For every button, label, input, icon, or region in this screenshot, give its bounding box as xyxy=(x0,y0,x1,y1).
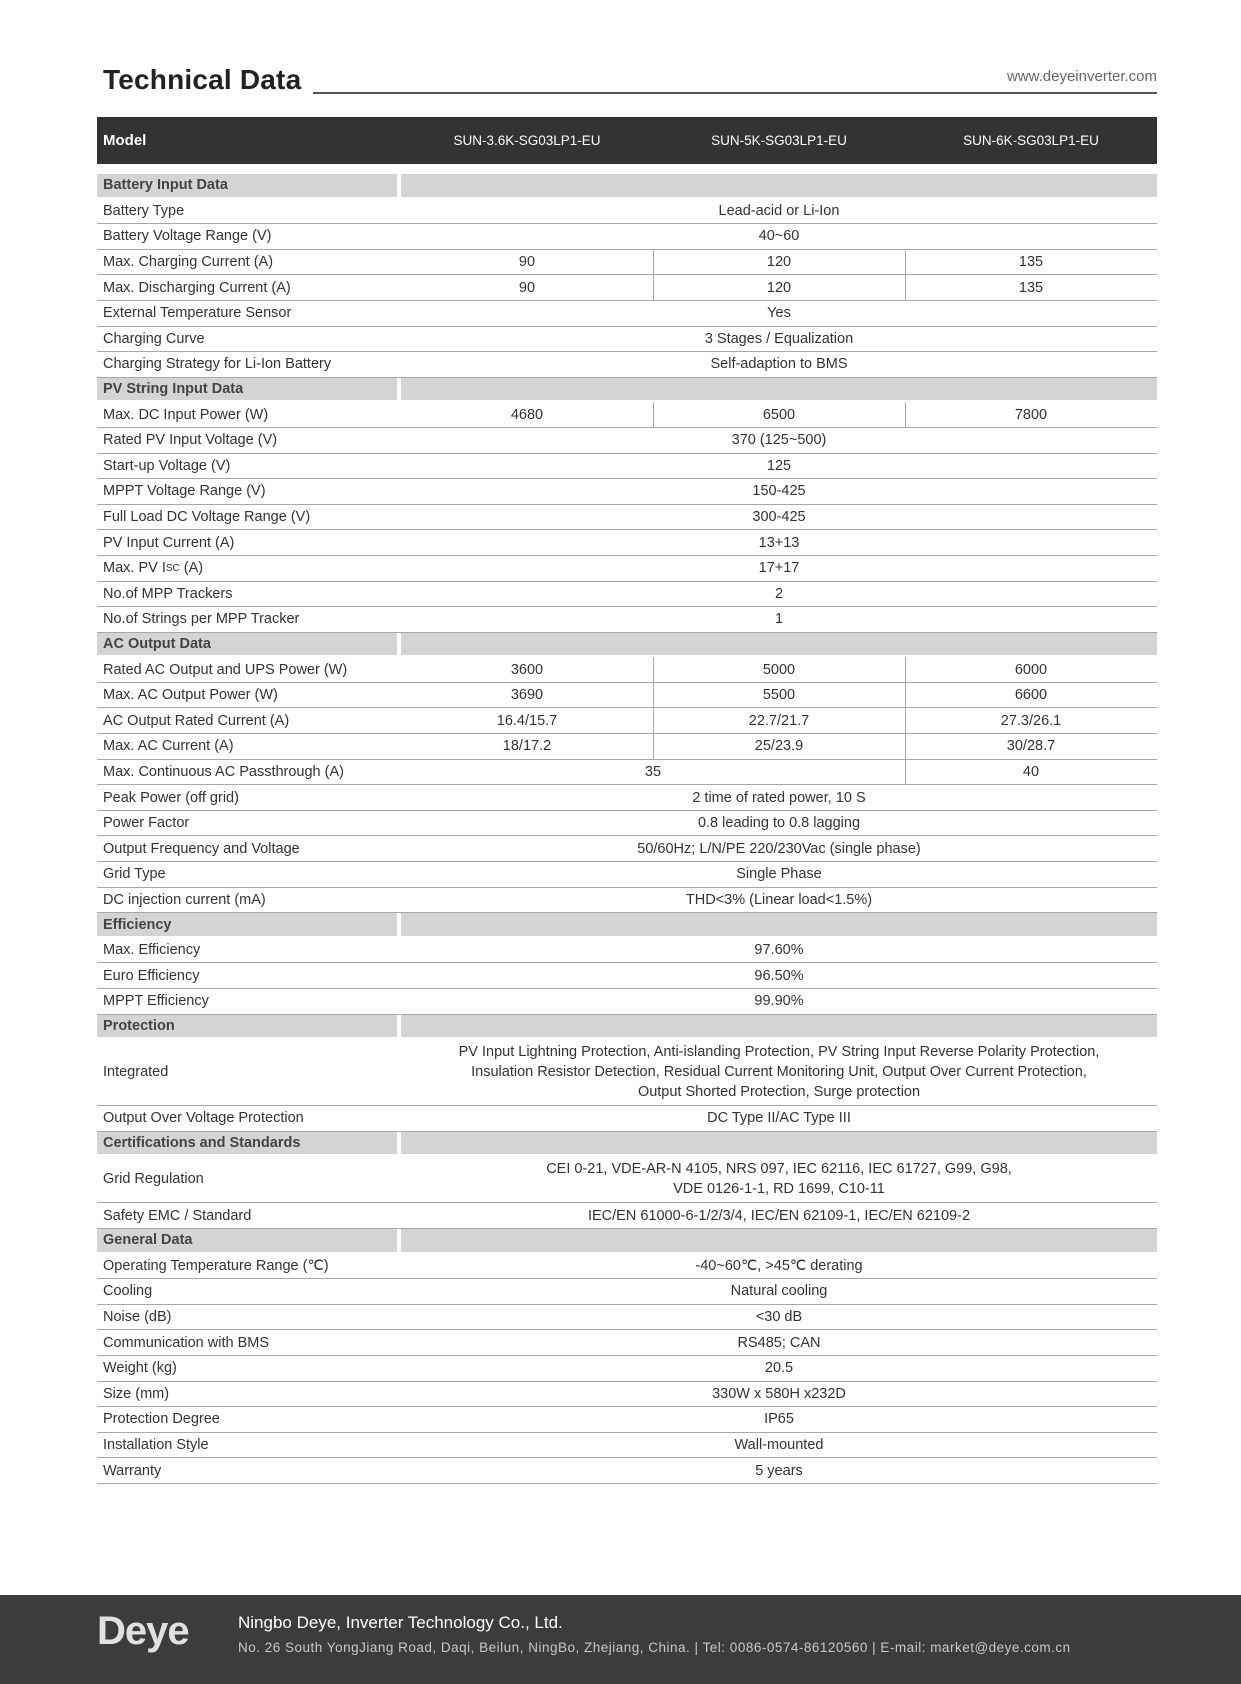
spec-row xyxy=(97,352,1157,378)
spec-row xyxy=(97,224,1157,250)
model-name-2: SUN-5K-SG03LP1-EU xyxy=(711,133,847,148)
section-fill xyxy=(401,174,1157,197)
section-header xyxy=(97,633,1157,658)
spec-label: Max. AC Current (A) xyxy=(103,738,234,755)
company-name: Ningbo Deye, Inverter Technology Co., Ltd. xyxy=(238,1613,563,1632)
spec-row xyxy=(97,275,1157,301)
spec-value: 150-425 xyxy=(752,483,806,500)
model-name-1: SUN-3.6K-SG03LP1-EU xyxy=(453,133,601,148)
section-title: AC Output Data xyxy=(97,633,397,656)
spec-label: Full Load DC Voltage Range (V) xyxy=(103,509,311,526)
spec-row xyxy=(97,1106,1157,1132)
spec-label: Battery Voltage Range (V) xyxy=(103,228,272,245)
spec-label: Warranty xyxy=(103,1462,162,1479)
spec-label: Integrated xyxy=(103,1064,169,1081)
spec-label: Size (mm) xyxy=(103,1385,170,1402)
column-divider xyxy=(653,250,654,276)
spec-row xyxy=(97,1279,1157,1305)
spec-row xyxy=(97,862,1157,888)
spec-value: DC Type II/AC Type III xyxy=(707,1110,851,1127)
spec-value: 0.8 leading to 0.8 lagging xyxy=(697,815,861,832)
spec-label: Charging Curve xyxy=(103,330,205,347)
spec-row xyxy=(97,1330,1157,1356)
page-header xyxy=(103,62,1157,96)
column-divider xyxy=(653,657,654,683)
section-header xyxy=(97,1229,1157,1254)
spec-value-line: Output Shorted Protection, Surge protection xyxy=(637,1084,921,1101)
spec-label: Grid Regulation xyxy=(103,1171,204,1188)
spec-value-model-2: 120 xyxy=(766,254,792,271)
title-underline xyxy=(313,92,1157,94)
spec-label: Euro Efficiency xyxy=(103,967,200,984)
section-fill xyxy=(401,1132,1157,1155)
spec-row xyxy=(97,530,1157,556)
spec-label: MPPT Voltage Range (V) xyxy=(103,483,266,500)
column-divider xyxy=(905,275,906,301)
spec-value-line: CEI 0-21, VDE-AR-N 4105, NRS 097, IEC 62116, IEC 61727, G99, G98, xyxy=(546,1161,1012,1178)
section-fill xyxy=(401,1229,1157,1252)
spec-value: 99.90% xyxy=(754,993,804,1010)
spec-label: Max. Discharging Current (A) xyxy=(103,279,291,296)
spec-label: Output Over Voltage Protection xyxy=(103,1110,304,1127)
spec-value-model-1: 3690 xyxy=(510,687,544,704)
spec-value-model-1: 4680 xyxy=(510,406,544,423)
spec-label-text: Max. PV I xyxy=(103,560,166,577)
spec-value-model-3: 27.3/26.1 xyxy=(1000,712,1062,729)
spec-row xyxy=(97,989,1157,1015)
column-divider xyxy=(905,734,906,760)
section-header xyxy=(97,378,1157,403)
spec-value-model-3: 40 xyxy=(1022,763,1040,780)
spec-value: Natural cooling xyxy=(730,1283,828,1300)
spec-value: 2 time of rated power, 10 S xyxy=(692,789,866,806)
spec-label: Charging Strategy for Li-Ion Battery xyxy=(103,356,332,373)
spec-row xyxy=(97,454,1157,480)
spec-value-model-1: 16.4/15.7 xyxy=(496,712,558,729)
spec-row xyxy=(97,1039,1157,1106)
spec-value: 2 xyxy=(774,585,784,602)
spec-label: PV Input Current (A) xyxy=(103,534,235,551)
section-fill xyxy=(401,913,1157,936)
spec-label: AC Output Rated Current (A) xyxy=(103,712,290,729)
spec-label: No.of Strings per MPP Tracker xyxy=(103,611,300,628)
deye-logo: Deye xyxy=(97,1609,189,1653)
spec-value: 17+17 xyxy=(758,560,800,577)
spec-label: Start-up Voltage (V) xyxy=(103,457,231,474)
spec-row xyxy=(97,683,1157,709)
spec-label: Rated PV Input Voltage (V) xyxy=(103,432,278,449)
spec-label-subscript: SC xyxy=(165,562,180,574)
column-divider xyxy=(905,250,906,276)
spec-value: 300-425 xyxy=(752,509,806,526)
spec-row xyxy=(97,1254,1157,1280)
spec-value xyxy=(401,1156,1157,1202)
spec-value: 96.50% xyxy=(754,967,804,984)
spec-value: 125 xyxy=(766,457,792,474)
spec-value: IEC/EN 61000-6-1/2/3/4, IEC/EN 62109-1, IEC/EN 62109-2 xyxy=(587,1207,971,1224)
model-name-3: SUN-6K-SG03LP1-EU xyxy=(963,133,1099,148)
spec-row xyxy=(97,785,1157,811)
spec-value: 370 (125~500) xyxy=(731,432,827,449)
spec-value: Yes xyxy=(767,305,791,322)
spec-label: Communication with BMS xyxy=(103,1334,269,1351)
spec-label: Weight (kg) xyxy=(103,1360,177,1377)
spec-label: MPPT Efficiency xyxy=(103,993,209,1010)
spec-row xyxy=(97,402,1157,428)
column-divider xyxy=(653,734,654,760)
spec-label: Output Frequency and Voltage xyxy=(103,840,300,857)
spec-value: THD<3% (Linear load<1.5%) xyxy=(685,891,873,908)
section-title: PV String Input Data xyxy=(97,378,397,401)
spec-value-model-2: 5000 xyxy=(762,661,796,678)
spec-value-models-1-2: 35 xyxy=(644,763,662,780)
spec-value-line: PV Input Lightning Protection, Anti-islanding Protection, PV String Input Reverse Polarity Protection, xyxy=(458,1044,1100,1061)
spec-value-model-2: 22.7/21.7 xyxy=(748,712,810,729)
section-title: Battery Input Data xyxy=(97,174,397,197)
website-link[interactable]: www.deyeinverter.com xyxy=(1006,68,1157,85)
spec-row xyxy=(97,607,1157,633)
column-divider xyxy=(653,683,654,709)
spec-value-model-1: 3600 xyxy=(510,661,544,678)
spec-value: 40~60 xyxy=(758,228,800,245)
spec-row xyxy=(97,760,1157,786)
spec-label: Max. Continuous AC Passthrough (A) xyxy=(103,763,344,780)
spec-label: Max. AC Output Power (W) xyxy=(103,687,278,704)
section-title: Efficiency xyxy=(97,913,397,936)
spec-row xyxy=(97,327,1157,353)
spec-row xyxy=(97,811,1157,837)
column-divider xyxy=(905,760,906,786)
spec-row xyxy=(97,888,1157,914)
section-fill xyxy=(401,378,1157,401)
spec-row xyxy=(97,657,1157,683)
spec-label: Installation Style xyxy=(103,1437,209,1454)
spec-label: Max. DC Input Power (W) xyxy=(103,406,269,423)
column-divider xyxy=(905,402,906,428)
spec-label: Protection Degree xyxy=(103,1411,220,1428)
spec-label: Noise (dB) xyxy=(103,1309,172,1326)
column-divider xyxy=(905,683,906,709)
spec-row xyxy=(97,479,1157,505)
spec-row xyxy=(97,301,1157,327)
spec-value: IP65 xyxy=(764,1411,794,1428)
spec-label: DC injection current (mA) xyxy=(103,891,266,908)
spec-value-model-3: 135 xyxy=(1018,279,1044,296)
spec-label: Rated AC Output and UPS Power (W) xyxy=(103,661,348,678)
spec-row xyxy=(97,1382,1157,1408)
spec-value: 5 years xyxy=(755,1462,803,1479)
spec-label xyxy=(103,556,203,581)
spec-value-model-3: 7800 xyxy=(1014,406,1048,423)
model-header-row xyxy=(97,117,1157,164)
spec-value: 97.60% xyxy=(754,942,804,959)
spec-value: Self-adaption to BMS xyxy=(710,356,848,373)
model-label: Model xyxy=(103,132,147,149)
column-divider xyxy=(653,402,654,428)
spec-value-model-3: 30/28.7 xyxy=(1006,738,1056,755)
spec-row xyxy=(97,938,1157,964)
spec-row xyxy=(97,1458,1157,1484)
section-title: Certifications and Standards xyxy=(97,1132,397,1155)
spec-value-model-3: 6600 xyxy=(1014,687,1048,704)
spec-value-model-2: 5500 xyxy=(762,687,796,704)
spec-row xyxy=(97,1203,1157,1229)
spec-value-line: VDE 0126-1-1, RD 1699, C10-11 xyxy=(673,1181,885,1198)
spec-value: 1 xyxy=(774,611,784,628)
spec-row xyxy=(97,734,1157,760)
spec-value xyxy=(401,1039,1157,1105)
section-fill xyxy=(401,633,1157,656)
spec-value-model-2: 25/23.9 xyxy=(754,738,804,755)
spec-label: Cooling xyxy=(103,1283,153,1300)
footer xyxy=(0,1595,1241,1684)
spec-value-model-2: 6500 xyxy=(762,406,796,423)
spec-value: -40~60℃, >45℃ derating xyxy=(695,1257,863,1274)
column-divider xyxy=(653,275,654,301)
spec-value-model-3: 135 xyxy=(1018,254,1044,271)
section-title: Protection xyxy=(97,1015,397,1038)
spec-label-suffix: (A) xyxy=(179,560,204,577)
spec-label: No.of MPP Trackers xyxy=(103,585,233,602)
spec-label: Safety EMC / Standard xyxy=(103,1207,252,1224)
page-title: Technical Data xyxy=(103,64,302,95)
spec-row xyxy=(97,250,1157,276)
spec-row xyxy=(97,428,1157,454)
spec-value: 330W x 580H x232D xyxy=(712,1385,846,1402)
spec-value: 50/60Hz; L/N/PE 220/230Vac (single phase) xyxy=(637,840,921,857)
spec-table xyxy=(97,174,1157,1484)
spec-row xyxy=(97,1156,1157,1203)
section-fill xyxy=(401,1015,1157,1038)
spec-value: 20.5 xyxy=(764,1360,794,1377)
spec-value: 13+13 xyxy=(758,534,800,551)
spec-row xyxy=(97,1433,1157,1459)
spec-label: Peak Power (off grid) xyxy=(103,789,239,806)
spec-value: RS485; CAN xyxy=(737,1334,821,1351)
spec-label: Grid Type xyxy=(103,866,166,883)
spec-value-model-1: 90 xyxy=(518,254,536,271)
spec-value: <30 dB xyxy=(755,1309,803,1326)
spec-value-line: Insulation Resistor Detection, Residual Current Monitoring Unit, Output Over Current Protection, xyxy=(471,1064,1087,1081)
spec-label: Max. Charging Current (A) xyxy=(103,254,274,271)
spec-label: Operating Temperature Range (℃) xyxy=(103,1257,329,1274)
spec-row xyxy=(97,505,1157,531)
spec-label: Power Factor xyxy=(103,815,190,832)
spec-row xyxy=(97,582,1157,608)
spec-value-model-1: 18/17.2 xyxy=(502,738,552,755)
spec-label: External Temperature Sensor xyxy=(103,305,292,322)
section-header xyxy=(97,1015,1157,1040)
spec-value-model-1: 90 xyxy=(518,279,536,296)
spec-row xyxy=(97,1407,1157,1433)
section-header xyxy=(97,913,1157,938)
spec-value-model-3: 6000 xyxy=(1014,661,1048,678)
section-header xyxy=(97,1132,1157,1157)
spec-row xyxy=(97,836,1157,862)
spec-value: Single Phase xyxy=(736,866,822,883)
spec-value: Lead-acid or Li-Ion xyxy=(718,202,840,219)
column-divider xyxy=(653,708,654,734)
spec-value: 3 Stages / Equalization xyxy=(704,330,854,347)
spec-row xyxy=(97,199,1157,225)
spec-label: Max. Efficiency xyxy=(103,942,201,959)
section-title: General Data xyxy=(97,1229,397,1252)
column-divider xyxy=(905,657,906,683)
spec-value-model-2: 120 xyxy=(766,279,792,296)
spec-row xyxy=(97,556,1157,582)
spec-row xyxy=(97,1305,1157,1331)
spec-row xyxy=(97,963,1157,989)
spec-label: Battery Type xyxy=(103,202,185,219)
spec-row xyxy=(97,1356,1157,1382)
spec-value: Wall-mounted xyxy=(734,1437,824,1454)
column-divider xyxy=(905,708,906,734)
company-address: No. 26 South YongJiang Road, Daqi, Beilun, NingBo, Zhejiang, China. | Tel: 0086-0574-86120560 | E-mail: market@deye.com.cn xyxy=(238,1640,1071,1655)
spec-row xyxy=(97,708,1157,734)
section-header xyxy=(97,174,1157,199)
